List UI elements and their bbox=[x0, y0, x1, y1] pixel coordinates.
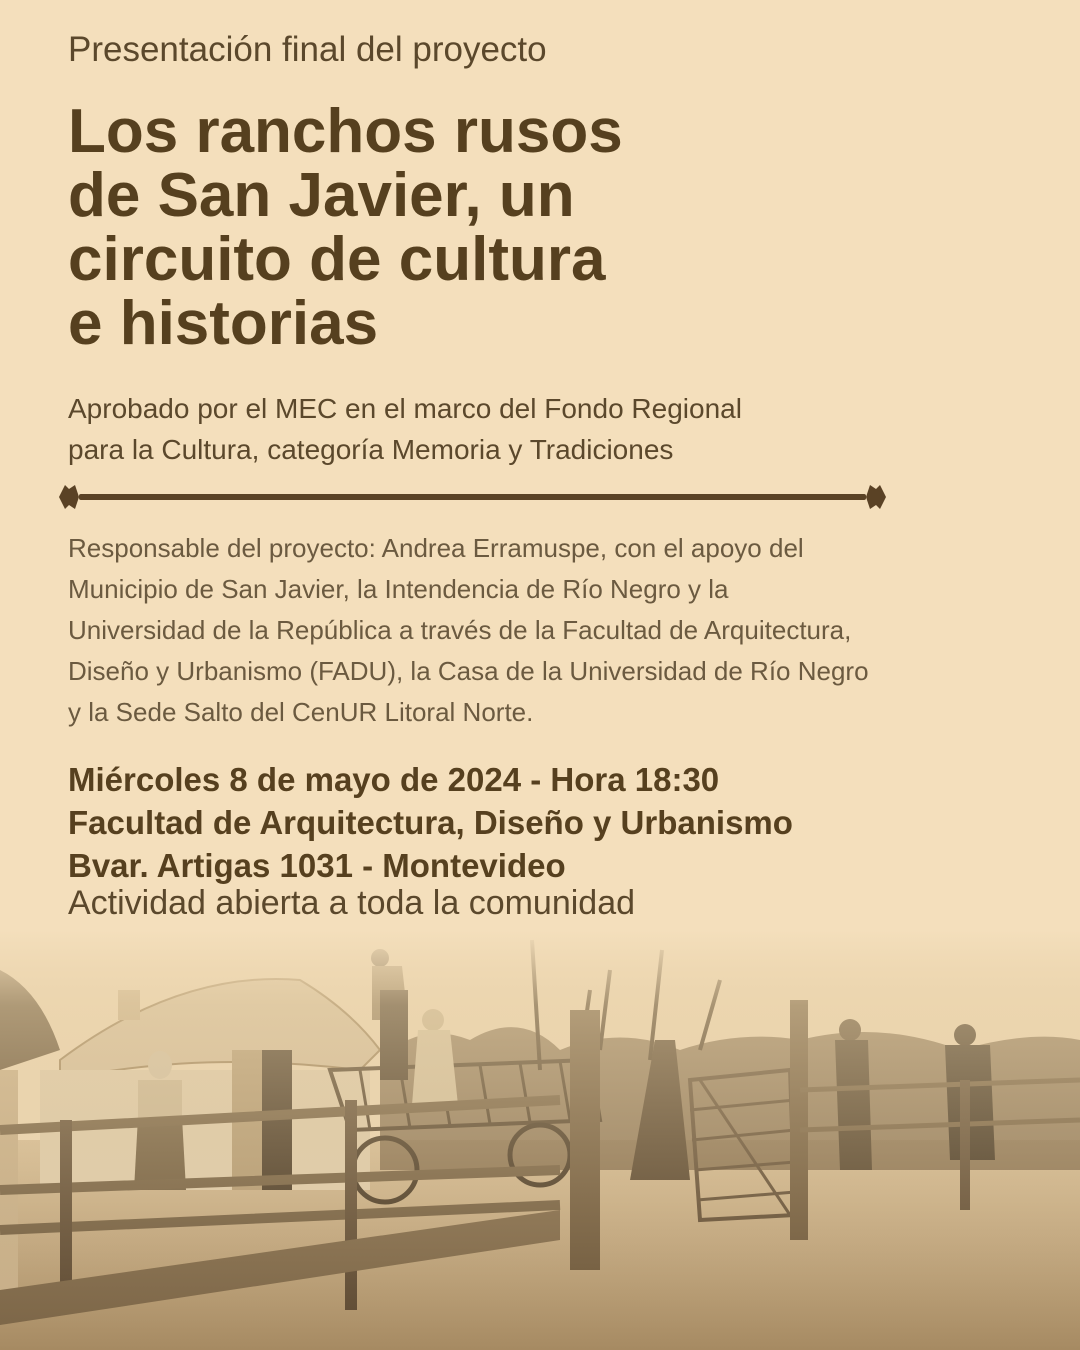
ornamental-divider bbox=[55, 481, 890, 513]
title-line: circuito de cultura bbox=[68, 225, 606, 294]
pretitle: Presentación final del proyecto bbox=[68, 30, 547, 69]
responsible-line: Responsable del proyecto: Andrea Erramuspe, con el apoyo del bbox=[68, 533, 804, 563]
title-line: e historias bbox=[68, 289, 379, 358]
event-address: Bvar. Artigas 1031 - Montevideo bbox=[68, 847, 566, 884]
responsible-line: y la Sede Salto del CenUR Litoral Norte. bbox=[68, 697, 534, 727]
event-note: Actividad abierta a toda la comunidad bbox=[68, 884, 636, 922]
event-venue: Facultad de Arquitectura, Diseño y Urbanismo bbox=[68, 804, 793, 841]
responsible-line: Universidad de la República a través de la Facultad de Arquitectura, bbox=[68, 615, 852, 645]
event-details bbox=[68, 758, 793, 887]
title-line: Los ranchos rusos bbox=[68, 97, 623, 166]
responsible-text bbox=[68, 528, 869, 733]
approval-text bbox=[68, 388, 742, 470]
approval-line: para la Cultura, categoría Memoria y Tradiciones bbox=[68, 434, 674, 465]
responsible-line: Municipio de San Javier, la Intendencia de Río Negro y la bbox=[68, 574, 729, 604]
divider-right-end-icon bbox=[866, 485, 886, 509]
divider-line bbox=[79, 494, 866, 500]
sepia-photo bbox=[0, 930, 1080, 1350]
responsible-line: Diseño y Urbanismo (FADU), la Casa de la Universidad de Río Negro bbox=[68, 656, 869, 686]
event-date-time: Miércoles 8 de mayo de 2024 - Hora 18:30 bbox=[68, 761, 720, 798]
approval-line: Aprobado por el MEC en el marco del Fondo Regional bbox=[68, 393, 742, 424]
page-title bbox=[68, 97, 828, 358]
divider-left-end-icon bbox=[59, 485, 79, 509]
title-line: de San Javier, un bbox=[68, 161, 575, 230]
